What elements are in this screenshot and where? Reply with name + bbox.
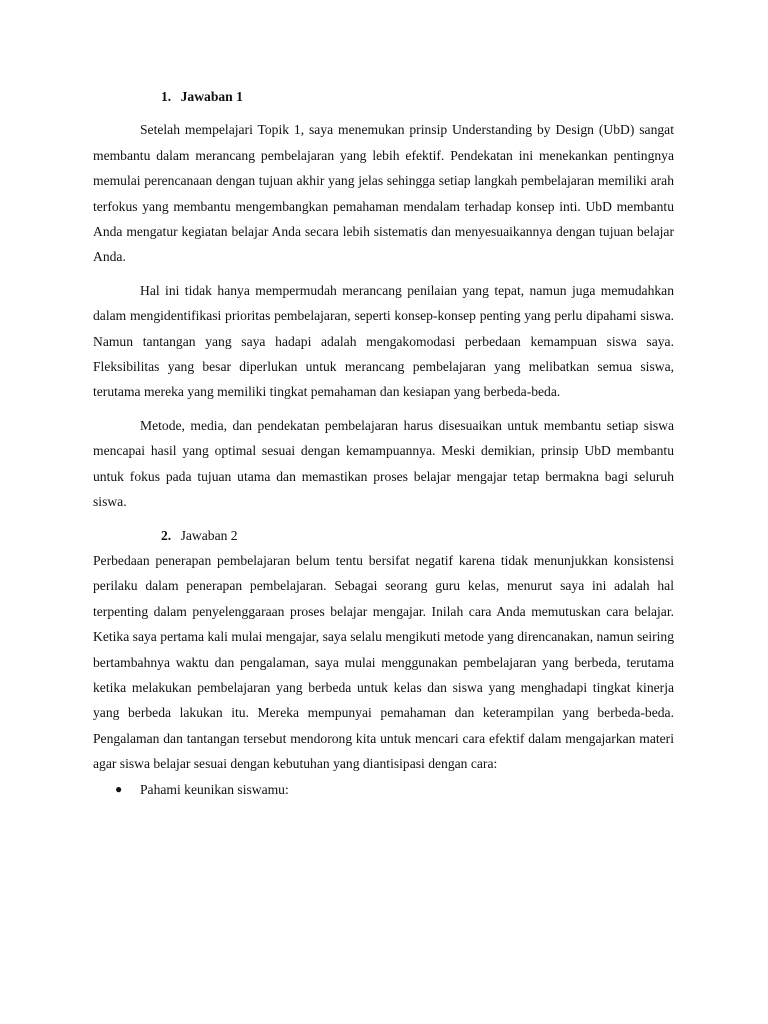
section-1-paragraph-3: Metode, media, dan pendekatan pembelajaran harus disesuaikan untuk membantu setiap siswa mencapai hasil yang optimal sesuai dengan kemampuannya. Meski demikian, prinsip UbD membantu untuk fokus pada tujuan utama dan memastikan proses belajar mengajar tetap bermakna bagi seluruh siswa. xyxy=(93,417,674,510)
section-1-paragraph-2: Hal ini tidak hanya mempermudah merancang penilaian yang tepat, namun juga memudahkan dalam mengidentifikasi prioritas pembelajaran, seperti konsep-konsep penting yang perlu dipahami siswa. Namun tantangan yang saya hadapi adalah mengakomodasi perbedaan kemampuan siswa saya. Fleksibilitas yang besar diperlukan untuk merancang pembelajaran yang melibatkan semua siswa, terutama mereka yang memiliki tingkat pemahaman dan kesiapan yang berbeda-beda. xyxy=(93,282,674,400)
section-1-heading xyxy=(93,84,674,109)
section-2-heading xyxy=(93,523,674,548)
section-2-bullet-list xyxy=(93,777,674,802)
section-2-number: 2. xyxy=(161,527,172,543)
bullet-dot-icon: ● xyxy=(115,781,123,796)
section-1-number: 1. xyxy=(161,89,172,104)
section-2-title: Jawaban 2 xyxy=(180,527,238,543)
section-1-title: Jawaban 1 xyxy=(180,89,243,104)
document-page xyxy=(93,84,674,802)
section-2-paragraph: Perbedaan penerapan pembelajaran belum tentu bersifat negatif karena tidak menunjukkan konsistensi perilaku dalam penerapan pembelajaran. Sebagai seorang guru kelas, menurut saya ini adalah hal terpenting dalam penyelenggaraan proses belajar mengajar. Inilah cara Anda memutuskan cara belajar. Ketika saya pertama kali mulai mengajar, saya selalu mengikuti metode yang direncanakan, namun seiring bertambahnya waktu dan pengalaman, saya mulai menggunakan pembelajaran yang berbeda, terutama ketika melakukan pembelajaran yang berbeda untuk kelas dan siswa yang menghadapi tingkat kinerja yang berbeda lakukan itu. Mereka mempunyai pemahaman dan keterampilan yang berbeda-beda. Pengalaman dan tantangan tersebut mendorong kita untuk mencari cara efektif dalam mengajarkan materi agar siswa belajar sesuai dengan kebutuhan yang diantisipasi dengan cara: xyxy=(93,552,674,772)
list-item xyxy=(93,777,674,802)
section-1-paragraph-1: Setelah mempelajari Topik 1, saya menemukan prinsip Understanding by Design (UbD) sangat membantu dalam merancang pembelajaran yang lebih efektif. Pendekatan ini menekankan pentingnya memulai perencanaan dengan tujuan akhir yang jelas sehingga setiap langkah pembelajaran memiliki arah terfokus yang membantu mengembangkan pemahaman mendalam terhadap konsep inti. UbD membantu Anda mengatur kegiatan belajar Anda secara lebih sistematis dan menyesuaikannya dengan tujuan belajar Anda. xyxy=(93,122,674,265)
list-item-text: Pahami keunikan siswamu: xyxy=(140,781,289,797)
